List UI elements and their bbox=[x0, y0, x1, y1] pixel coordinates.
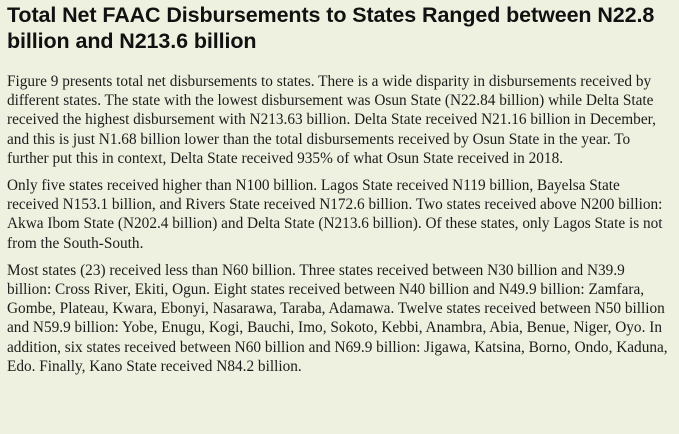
paragraph-states-above-100-billion: Only five states received higher than N100 billion. Lagos State received N119 billion, Bayelsa State received N153.1 billion, and Rivers State received N172.6 billion. Two states received above N200 billion: Akwa Ibom State (N202.4 billion) and Delta State (N213.6 billion). Of these states, only Lagos State is not from the South-South. bbox=[7, 177, 663, 252]
section-heading: Total Net FAAC Disbursements to States Ranged between N22.8 billion and N213.6 billion bbox=[7, 3, 655, 53]
paragraph-figure-9-overview: Figure 9 presents total net disbursements to states. There is a wide disparity in disbursements received by different states. The state with the lowest disbursement was Osun State (N22.84 billion) while Delta State received the highest disbursement with N213.63 billion. Delta State received N21.16 billion in December, and this is just N1.68 billion lower than the total disbursements received by Osun State in the year. To further put this in context, Delta State received 935% of what Osun State received in 2018. bbox=[7, 73, 656, 167]
paragraph-states-below-60-billion: Most states (23) received less than N60 billion. Three states received between N30 billion and N39.9 billion: Cross River, Ekiti, Ogun. Eight states received between N40 billion and N49.9 billion: Zamfara, Gombe, Plateau, Kwara, Ebonyi, Nasarawa, Taraba, Adamawa. Twelve states received between N50 billion and N59.9 billion: Yobe, Enugu, Kogi, Bauchi, Imo, Sokoto, Kebbi, Anambra, Abia, Benue, Niger, Oyo. In addition, six states received between N60 billion and N69.9 billion: Jigawa, Katsina, Borno, Ondo, Kaduna, Edo. Finally, Kano State received N84.2 billion. bbox=[7, 261, 668, 375]
